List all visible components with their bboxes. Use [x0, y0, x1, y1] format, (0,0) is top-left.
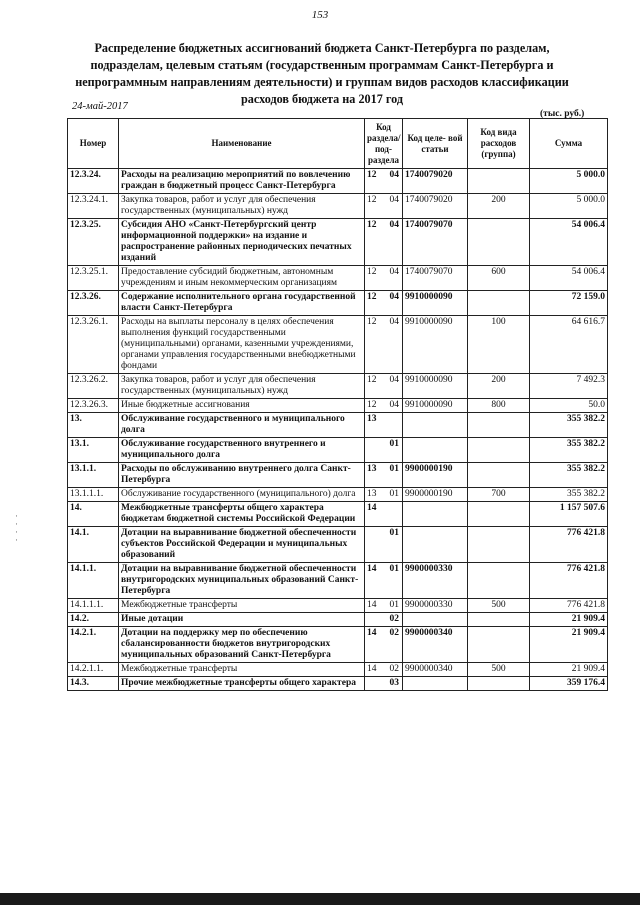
document-date: 24-май-2017	[72, 101, 128, 112]
row-section-code	[365, 438, 403, 463]
row-name: Расходы по обслуживанию внутреннего долга Санкт-Петербурга	[119, 463, 365, 488]
row-article-code	[403, 613, 468, 627]
row-subsection: 02	[389, 664, 399, 674]
row-section: 12	[367, 375, 377, 385]
row-section-code	[365, 488, 403, 502]
row-number: 13.	[68, 413, 119, 438]
row-section-code	[365, 663, 403, 677]
row-number: 12.3.26.2.	[68, 374, 119, 399]
row-subsection: 01	[389, 439, 399, 449]
row-subsection: 01	[389, 489, 399, 499]
table-row	[68, 599, 608, 613]
row-number: 14.3.	[68, 677, 119, 691]
table-row	[68, 219, 608, 266]
row-section: 12	[367, 220, 377, 230]
row-number: 14.2.1.1.	[68, 663, 119, 677]
row-expense-type	[468, 563, 530, 599]
row-subsection: 04	[389, 170, 399, 180]
table-row	[68, 663, 608, 677]
table-row	[68, 502, 608, 527]
row-name: Содержание исполнительного органа государственной власти Санкт-Петербурга	[119, 291, 365, 316]
table-row	[68, 413, 608, 438]
row-name: Расходы на реализацию мероприятий по вовлечению граждан в бюджетный процесс Санкт-Петербурга	[119, 169, 365, 194]
row-sum: 1 157 507.6	[530, 502, 608, 527]
row-name: Дотации на выравнивание бюджетной обеспеченности субъектов Российской Федерации и муниципальных образований	[119, 527, 365, 563]
row-article-code: 9900000190	[403, 488, 468, 502]
row-name: Межбюджетные трансферты	[119, 663, 365, 677]
row-expense-type	[468, 291, 530, 316]
row-subsection: 04	[389, 292, 399, 302]
row-expense-type	[468, 677, 530, 691]
row-section-code	[365, 374, 403, 399]
row-number: 12.3.26.1.	[68, 316, 119, 374]
row-sum: 5 000.0	[530, 169, 608, 194]
row-section: 12	[367, 195, 377, 205]
unit-label: (тыс. руб.)	[540, 109, 585, 119]
row-sum: 776 421.8	[530, 599, 608, 613]
row-article-code: 9900000330	[403, 599, 468, 613]
table-row	[68, 291, 608, 316]
row-sum: 50.0	[530, 399, 608, 413]
table-row	[68, 527, 608, 563]
row-expense-type: 500	[468, 599, 530, 613]
row-section-code	[365, 613, 403, 627]
row-expense-type: 200	[468, 374, 530, 399]
row-subsection: 01	[389, 600, 399, 610]
row-section: 12	[367, 170, 377, 180]
row-expense-type: 700	[468, 488, 530, 502]
row-article-code: 9900000340	[403, 663, 468, 677]
row-number: 12.3.25.	[68, 219, 119, 266]
row-subsection: 03	[389, 678, 399, 688]
header-type: Код вида расходов (группа)	[468, 119, 530, 169]
table-row	[68, 169, 608, 194]
row-expense-type	[468, 627, 530, 663]
row-section-code	[365, 563, 403, 599]
header-name: Наименование	[119, 119, 365, 169]
table-row	[68, 613, 608, 627]
row-section-code	[365, 413, 403, 438]
row-name: Иные бюджетные ассигнования	[119, 399, 365, 413]
table-row	[68, 266, 608, 291]
row-section-code	[365, 502, 403, 527]
row-sum: 355 382.2	[530, 488, 608, 502]
row-article-code	[403, 527, 468, 563]
header-sum: Сумма	[530, 119, 608, 169]
row-expense-type	[468, 219, 530, 266]
table-row	[68, 374, 608, 399]
row-name: Обслуживание государственного и муниципального долга	[119, 413, 365, 438]
row-number: 12.3.24.	[68, 169, 119, 194]
row-name: Обслуживание государственного внутреннего и муниципального долга	[119, 438, 365, 463]
row-number: 13.1.1.1.	[68, 488, 119, 502]
row-subsection: 04	[389, 195, 399, 205]
row-name: Межбюджетные трансферты общего характера бюджетам бюджетной системы Российской Федерации	[119, 502, 365, 527]
table-row	[68, 463, 608, 488]
row-section-code	[365, 399, 403, 413]
row-expense-type	[468, 413, 530, 438]
row-article-code: 1740079070	[403, 266, 468, 291]
row-number: 12.3.26.3.	[68, 399, 119, 413]
row-sum: 776 421.8	[530, 563, 608, 599]
row-name: Закупка товаров, работ и услуг для обеспечения государственных (муниципальных) нужд	[119, 374, 365, 399]
row-sum: 21 909.4	[530, 627, 608, 663]
row-expense-type: 500	[468, 663, 530, 677]
row-subsection: 02	[389, 614, 399, 624]
row-name: Прочие межбюджетные трансферты общего характера	[119, 677, 365, 691]
row-section: 14	[367, 628, 377, 638]
row-name: Закупка товаров, работ и услуг для обеспечения государственных (муниципальных) нужд	[119, 194, 365, 219]
row-number: 14.2.1.	[68, 627, 119, 663]
row-article-code: 9910000090	[403, 374, 468, 399]
table-row	[68, 194, 608, 219]
row-section: 14	[367, 600, 377, 610]
row-section-code	[365, 316, 403, 374]
row-section-code	[365, 169, 403, 194]
row-subsection: 04	[389, 317, 399, 327]
row-section: 12	[367, 267, 377, 277]
row-expense-type	[468, 463, 530, 488]
row-sum: 7 492.3	[530, 374, 608, 399]
row-section: 14	[367, 564, 377, 574]
row-expense-type: 600	[468, 266, 530, 291]
row-name: Предоставление субсидий бюджетным, автономным учреждениям и иным некоммерческим организациям	[119, 266, 365, 291]
row-article-code: 1740079070	[403, 219, 468, 266]
row-number: 12.3.24.1.	[68, 194, 119, 219]
row-section: 12	[367, 317, 377, 327]
document-title: Распределение бюджетных ассигнований бюджета Санкт-Петербурга по разделам, подразделам, целевым статьям (государственным программам Санкт-Петербурга и непрограммным направлениям деятельности) и группам видов расходов классификации расходов бюджета на 2017 год	[75, 41, 569, 106]
row-article-code: 9900000340	[403, 627, 468, 663]
row-section: 12	[367, 292, 377, 302]
row-section-code	[365, 627, 403, 663]
row-sum: 355 382.2	[530, 463, 608, 488]
row-number: 14.1.1.	[68, 563, 119, 599]
row-section-code	[365, 266, 403, 291]
row-sum: 355 382.2	[530, 413, 608, 438]
row-sum: 54 006.4	[530, 266, 608, 291]
row-number: 14.2.	[68, 613, 119, 627]
row-sum: 21 909.4	[530, 613, 608, 627]
row-expense-type	[468, 502, 530, 527]
row-expense-type	[468, 169, 530, 194]
row-sum: 359 176.4	[530, 677, 608, 691]
table-row	[68, 627, 608, 663]
row-article-code	[403, 413, 468, 438]
row-section-code	[365, 527, 403, 563]
table-row	[68, 438, 608, 463]
row-name: Расходы на выплаты персоналу в целях обеспечения выполнения функций государственными (муниципальными) органами, казенными учреждениями, органами управления государственными внебюджетными фондами	[119, 316, 365, 374]
row-expense-type: 100	[468, 316, 530, 374]
row-number: 14.1.1.1.	[68, 599, 119, 613]
row-section: 14	[367, 503, 377, 513]
row-number: 14.	[68, 502, 119, 527]
row-section: 12	[367, 400, 377, 410]
row-sum: 72 159.0	[530, 291, 608, 316]
row-subsection: 01	[389, 464, 399, 474]
row-number: 12.3.26.	[68, 291, 119, 316]
row-section-code	[365, 599, 403, 613]
row-name: Межбюджетные трансферты	[119, 599, 365, 613]
table-row	[68, 488, 608, 502]
row-section: 13	[367, 464, 377, 474]
row-name: Дотации на выравнивание бюджетной обеспеченности внутригородских муниципальных образований Санкт-Петербурга	[119, 563, 365, 599]
budget-table	[67, 118, 608, 691]
row-expense-type	[468, 527, 530, 563]
row-article-code: 9900000330	[403, 563, 468, 599]
row-section: 13	[367, 414, 377, 424]
header-section: Код раздела/ под- раздела	[365, 119, 403, 169]
row-number: 14.1.	[68, 527, 119, 563]
row-name: Дотации на поддержку мер по обеспечению сбалансированности бюджетов внутригородских муниципальных образований Санкт-Петербурга	[119, 627, 365, 663]
row-article-code: 9910000090	[403, 316, 468, 374]
scan-bottom-edge	[0, 893, 640, 905]
table-row	[68, 399, 608, 413]
row-article-code: 9910000090	[403, 399, 468, 413]
row-number: 12.3.25.1.	[68, 266, 119, 291]
page-number: 153	[311, 9, 329, 21]
row-section-code	[365, 219, 403, 266]
row-article-code: 1740079020	[403, 194, 468, 219]
row-subsection: 02	[389, 628, 399, 638]
budget-table-body	[68, 169, 608, 691]
row-article-code	[403, 502, 468, 527]
row-name: Иные дотации	[119, 613, 365, 627]
table-row	[68, 677, 608, 691]
row-subsection: 04	[389, 267, 399, 277]
row-sum: 355 382.2	[530, 438, 608, 463]
row-article-code	[403, 677, 468, 691]
row-article-code: 9910000090	[403, 291, 468, 316]
row-name: Обслуживание государственного (муниципального) долга	[119, 488, 365, 502]
row-section-code	[365, 194, 403, 219]
row-expense-type: 800	[468, 399, 530, 413]
row-sum: 5 000.0	[530, 194, 608, 219]
header-number: Номер	[68, 119, 119, 169]
row-subsection: 04	[389, 220, 399, 230]
row-section-code	[365, 291, 403, 316]
row-article-code: 1740079020	[403, 169, 468, 194]
row-section-code	[365, 677, 403, 691]
row-subsection: 01	[389, 528, 399, 538]
row-article-code	[403, 438, 468, 463]
scan-margin-marks: · · · ·	[15, 511, 18, 545]
row-name: Субсидия АНО «Санкт-Петербургский центр информационной поддержки» на издание и распространение районных периодических печатных изданий	[119, 219, 365, 266]
row-subsection: 04	[389, 375, 399, 385]
table-row	[68, 563, 608, 599]
row-section-code	[365, 463, 403, 488]
row-number: 13.1.	[68, 438, 119, 463]
row-expense-type	[468, 438, 530, 463]
row-number: 13.1.1.	[68, 463, 119, 488]
row-subsection: 01	[389, 564, 399, 574]
table-row	[68, 316, 608, 374]
row-expense-type	[468, 613, 530, 627]
row-section: 14	[367, 664, 377, 674]
row-sum: 21 909.4	[530, 663, 608, 677]
row-expense-type: 200	[468, 194, 530, 219]
row-subsection: 04	[389, 400, 399, 410]
row-sum: 776 421.8	[530, 527, 608, 563]
header-article: Код целе- вой статьи	[403, 119, 468, 169]
row-sum: 64 616.7	[530, 316, 608, 374]
row-article-code: 9900000190	[403, 463, 468, 488]
row-sum: 54 006.4	[530, 219, 608, 266]
row-section: 13	[367, 489, 377, 499]
